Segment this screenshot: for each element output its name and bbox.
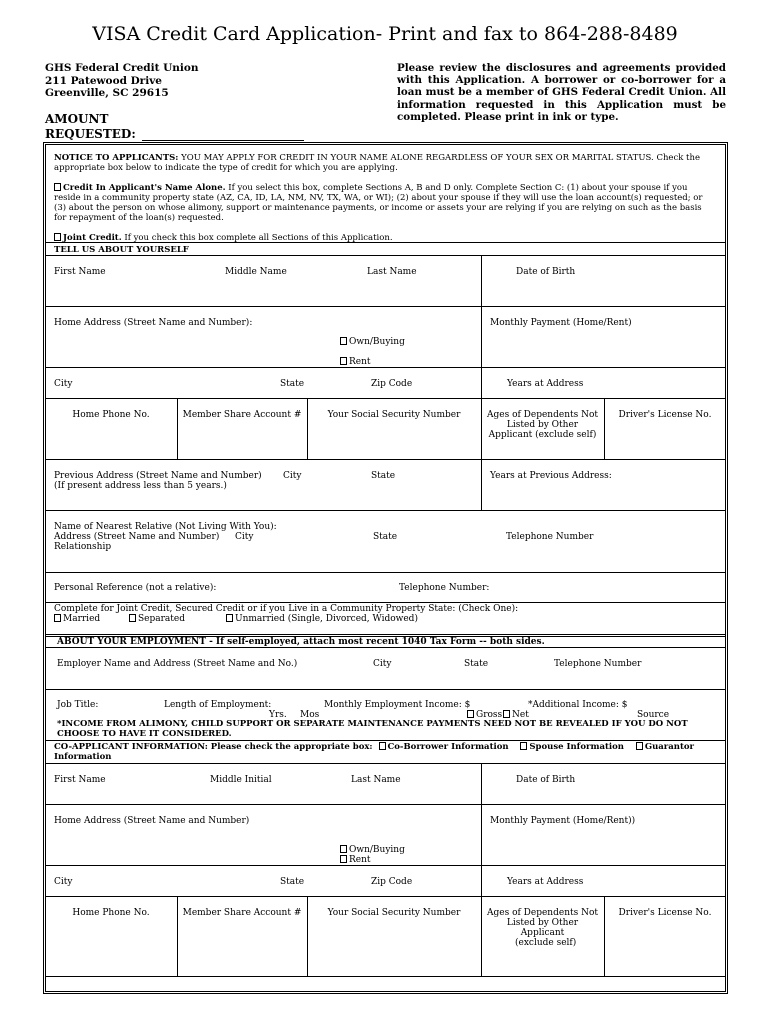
co-home-address-label: Home Address (Street Name and Number)	[54, 816, 250, 826]
previous-address-label: Previous Address (Street Name and Number)	[54, 471, 262, 481]
separated-checkbox[interactable]	[129, 614, 136, 622]
co-rent-option: Rent	[340, 855, 371, 865]
individual-credit-label: Credit In Applicant's Name Alone.	[63, 183, 226, 193]
last-name-label: Last Name	[367, 267, 417, 277]
gross-option: Gross	[467, 710, 502, 720]
notice-heading: NOTICE TO APPLICANTS:	[54, 153, 179, 163]
state-label: State	[280, 379, 305, 389]
net-option: Net	[503, 710, 529, 720]
amount-requested-label: AMOUNT REQUESTED:	[45, 112, 136, 141]
reference-phone-label: Telephone Number:	[399, 583, 490, 593]
notice-paragraph	[54, 153, 716, 173]
rent-option: Rent	[340, 357, 371, 367]
own-buying-option: Own/Buying	[340, 337, 405, 347]
first-name-label: First Name	[54, 267, 106, 277]
co-rent-checkbox[interactable]	[340, 855, 347, 863]
years-label: Yrs.	[269, 710, 287, 720]
co-years-at-address-label: Years at Address	[507, 877, 584, 887]
relative-city-label: City	[235, 532, 254, 542]
additional-income-label: *Additional Income: $	[528, 700, 628, 710]
monthly-payment-label: Monthly Payment (Home/Rent)	[490, 318, 632, 328]
information-label: Information	[54, 752, 112, 762]
gross-checkbox[interactable]	[467, 710, 474, 718]
unmarried-checkbox[interactable]	[226, 614, 233, 622]
employer-city-label: City	[373, 659, 392, 669]
co-home-phone-label: Home Phone No.	[72, 908, 150, 918]
home-address-label: Home Address (Street Name and Number):	[54, 318, 253, 328]
co-borrower-label: Co-Borrower Information	[387, 742, 509, 752]
joint-note: Complete for Joint Credit, Secured Credit or if you Live in a Community Property State: (Check One):	[54, 604, 519, 614]
section-b-heading: ABOUT YOUR EMPLOYMENT - If self-employed, attach most recent 1040 Tax Form -- both sides.	[57, 637, 545, 647]
married-checkbox[interactable]	[54, 614, 61, 622]
co-first-name-label: First Name	[54, 775, 106, 785]
co-dependents-exclude-label: (exclude self)	[515, 938, 577, 948]
years-at-address-label: Years at Address	[507, 379, 584, 389]
individual-credit-text: If you select this box, complete Sections A, B and D only. Complete Section C: (1) about your spouse if you reside in a community property state (AZ, CA, ID, LA, NM, NV, TX, WA, or WI); (2) about your spouse if they will use the loan account(s) requested; or (3) about the person on whose alimony, support or maintenance payments, or income or assets your are relying if you are relying on such as the basis for repayment of the loan(s) requested.	[54, 183, 703, 223]
net-checkbox[interactable]	[503, 710, 510, 718]
notice-text: YOU MAY APPLY FOR CREDIT IN YOUR NAME ALONE REGARDLESS OF YOUR SEX OR MARITAL STATUS. Check the appropriate box below to indicate the type of credit for which you are applying.	[54, 153, 700, 173]
co-drivers-license-label: Driver's License No.	[618, 908, 712, 918]
co-member-share-label: Member Share Account #	[182, 908, 302, 918]
review-note: Please review the disclosures and agreements provided with this Application. A borrower or co-borrower for a loan must be a member of GHS Federal Credit Union. All information requested in this Application must be completed. Please print in ink or type.	[397, 62, 726, 123]
guarantor-label: Guarantor	[644, 742, 695, 752]
drivers-license-label: Driver's License No.	[618, 410, 712, 420]
co-borrower-checkbox[interactable]	[379, 742, 386, 750]
co-zip-label: Zip Code	[371, 877, 413, 887]
co-ssn-label: Your Social Security Number	[327, 908, 461, 918]
joint-credit-text: If you check this box complete all Sections of this Application.	[124, 233, 393, 243]
job-title-label: Job Title:	[57, 700, 99, 710]
home-phone-label: Home Phone No.	[72, 410, 150, 420]
middle-name-label: Middle Name	[225, 267, 287, 277]
co-city-label: City	[54, 877, 73, 887]
months-label: Mos	[300, 710, 320, 720]
length-employment-label: Length of Employment:	[164, 700, 272, 710]
org-street: 211 Patewood Drive	[45, 74, 162, 87]
page-title: VISA Credit Card Application- Print and fax to 864-288-8489	[92, 23, 678, 45]
married-option: Married	[54, 614, 100, 624]
employer-state-label: State	[464, 659, 489, 669]
individual-credit-option	[54, 183, 716, 223]
co-dependents-label: Ages of Dependents Not Listed by Other Applicant	[487, 908, 598, 938]
org-city: Greenville, SC 29615	[45, 87, 169, 99]
spouse-checkbox[interactable]	[520, 742, 527, 750]
income-source-label: Source	[637, 710, 670, 720]
years-previous-label: Years at Previous Address:	[490, 471, 612, 481]
joint-credit-label: Joint Credit.	[63, 233, 122, 243]
dob-label: Date of Birth	[516, 267, 576, 277]
section-c-heading: CO-APPLICANT INFORMATION: Please check the appropriate box:	[54, 742, 373, 752]
co-monthly-payment-label: Monthly Payment (Home/Rent))	[490, 816, 636, 826]
ssn-label: Your Social Security Number	[327, 410, 461, 420]
co-own-buying-checkbox[interactable]	[340, 845, 347, 853]
previous-city-label: City	[283, 471, 302, 481]
previous-address-note: (If present address less than 5 years.)	[54, 481, 227, 491]
co-own-buying-option: Own/Buying	[340, 845, 405, 855]
notice-block	[54, 153, 716, 243]
previous-state-label: State	[371, 471, 396, 481]
unmarried-option: Unmarried (Single, Divorced, Widowed)	[226, 614, 418, 624]
co-last-name-label: Last Name	[351, 775, 401, 785]
org-name: GHS Federal Credit Union	[45, 62, 199, 74]
co-dob-label: Date of Birth	[516, 775, 576, 785]
separated-option: Separated	[129, 614, 185, 624]
member-share-label: Member Share Account #	[182, 410, 302, 420]
relative-phone-label: Telephone Number	[506, 532, 594, 542]
section-c-heading-block	[54, 742, 719, 762]
zip-label: Zip Code	[371, 379, 413, 389]
income-warning: *INCOME FROM ALIMONY, CHILD SUPPORT OR SEPARATE MAINTENANCE PAYMENTS NEED NOT BE REVEALED IF YOU DO NOT CHOOSE TO HAVE IT CONSIDERED.	[57, 719, 688, 739]
amount-requested-field[interactable]	[142, 140, 304, 141]
co-middle-initial-label: Middle Initial	[210, 775, 272, 785]
employer-label: Employer Name and Address (Street Name and No.)	[57, 659, 298, 669]
monthly-income-label: Monthly Employment Income: $	[324, 700, 471, 710]
section-a-heading: TELL US ABOUT YOURSELF	[54, 245, 189, 255]
relationship-label: Relationship	[54, 542, 112, 552]
rent-checkbox[interactable]	[340, 357, 347, 365]
dependents-label: Ages of Dependents Not Listed by Other Applicant (exclude self)	[487, 410, 598, 440]
relative-state-label: State	[373, 532, 398, 542]
relative-name-label: Name of Nearest Relative (Not Living With You):	[54, 522, 277, 532]
spouse-label: Spouse Information	[529, 742, 624, 752]
own-buying-checkbox[interactable]	[340, 337, 347, 345]
employer-phone-label: Telephone Number	[554, 659, 642, 669]
reference-label: Personal Reference (not a relative):	[54, 583, 217, 593]
guarantor-checkbox[interactable]	[636, 742, 643, 750]
relative-address-label: Address (Street Name and Number)	[54, 532, 220, 542]
joint-credit-checkbox[interactable]	[54, 233, 61, 241]
city-label: City	[54, 379, 73, 389]
co-state-label: State	[280, 877, 305, 887]
org-address	[45, 62, 199, 100]
individual-credit-checkbox[interactable]	[54, 183, 61, 191]
